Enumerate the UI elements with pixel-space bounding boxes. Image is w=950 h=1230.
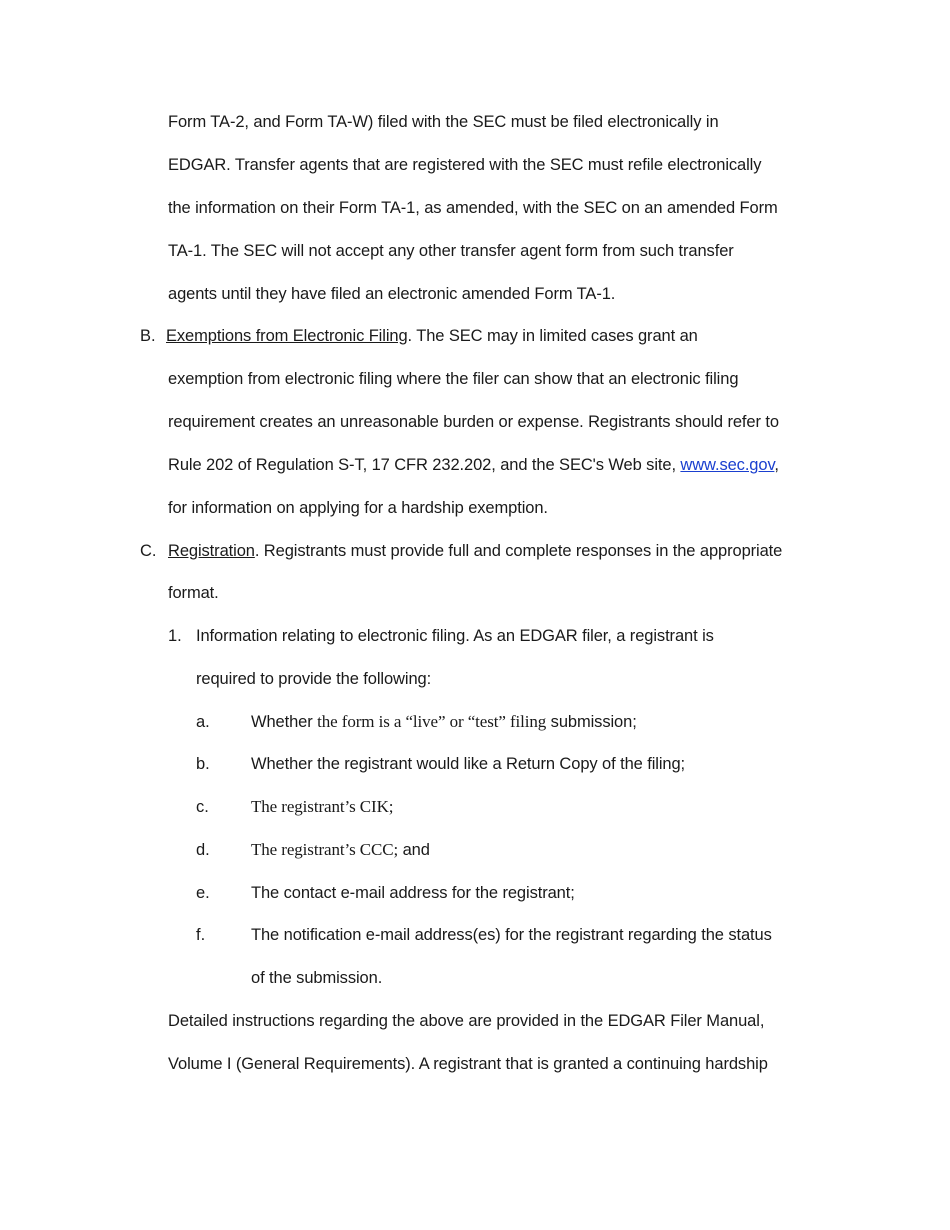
section-c-line-1-rest: . Registrants must provide full and complete responses in the appropriate — [254, 542, 783, 560]
section-c-line-1 — [168, 541, 782, 561]
item-1-marker: 1. — [168, 627, 182, 645]
sec-website-link[interactable]: www.sec.gov — [680, 456, 775, 474]
subitem-d-post: and — [398, 841, 430, 859]
section-c-heading: Registration — [168, 542, 255, 560]
section-b-line-1-rest: . The SEC may in limited cases grant an — [407, 327, 698, 345]
subitem-a-post: submission; — [546, 713, 637, 731]
subitem-a-text — [251, 712, 637, 732]
intro-line-5: agents until they have filed an electronic amended Form TA-1. — [168, 285, 616, 303]
subitem-e-text: The contact e-mail address for the registrant; — [251, 884, 575, 902]
section-b-line-2: exemption from electronic filing where the filer can show that an electronic filing — [168, 370, 739, 388]
closing-line-2: Volume I (General Requirements). A registrant that is granted a continuing hardship — [168, 1055, 768, 1073]
subitem-f-text: The notification e-mail address(es) for the registrant regarding the status — [251, 926, 772, 944]
subitem-c-serif: The registrant’s CIK; — [251, 797, 394, 816]
intro-line-1: Form TA-2, and Form TA-W) filed with the SEC must be filed electronically in — [168, 113, 719, 131]
subitem-a-pre: Whether — [251, 713, 318, 731]
section-c-marker: C. — [140, 542, 157, 560]
section-c-line-2: format. — [168, 584, 219, 602]
section-b-line-1 — [166, 326, 698, 346]
section-b-line-4-post: , — [774, 456, 779, 474]
subitem-d-serif: The registrant’s CCC; — [251, 840, 399, 859]
subitem-d-text — [251, 840, 430, 860]
subitem-b-marker: b. — [196, 755, 210, 773]
section-b-heading: Exemptions from Electronic Filing — [166, 327, 408, 345]
subitem-a-marker: a. — [196, 713, 210, 731]
subitem-c-marker: c. — [196, 798, 209, 816]
subitem-b-text: Whether the registrant would like a Return Copy of the filing; — [251, 755, 686, 773]
subitem-f-line-2: of the submission. — [251, 969, 383, 987]
subitem-e-marker: e. — [196, 884, 210, 902]
subitem-a-serif: the form is a “live” or “test” filing — [317, 712, 547, 731]
section-b-line-4-pre: Rule 202 of Regulation S-T, 17 CFR 232.202, and the SEC's Web site, — [168, 456, 681, 474]
item-1-line-2: required to provide the following: — [196, 670, 432, 688]
section-b-line-5: for information on applying for a hardship exemption. — [168, 499, 548, 517]
intro-line-2: EDGAR. Transfer agents that are registered with the SEC must refile electronically — [168, 156, 762, 174]
item-1-line-1: Information relating to electronic filing. As an EDGAR filer, a registrant is — [196, 627, 714, 645]
subitem-f-marker: f. — [196, 926, 206, 944]
section-b-line-3: requirement creates an unreasonable burden or expense. Registrants should refer to — [168, 413, 779, 431]
section-b-line-4 — [168, 455, 779, 475]
subitem-d-marker: d. — [196, 841, 210, 859]
intro-line-4: TA-1. The SEC will not accept any other transfer agent form from such transfer — [168, 242, 734, 260]
subitem-c-text — [251, 797, 393, 817]
intro-line-3: the information on their Form TA-1, as amended, with the SEC on an amended Form — [168, 199, 778, 217]
closing-line-1: Detailed instructions regarding the above are provided in the EDGAR Filer Manual, — [168, 1012, 765, 1030]
section-b-marker: B. — [140, 327, 156, 345]
